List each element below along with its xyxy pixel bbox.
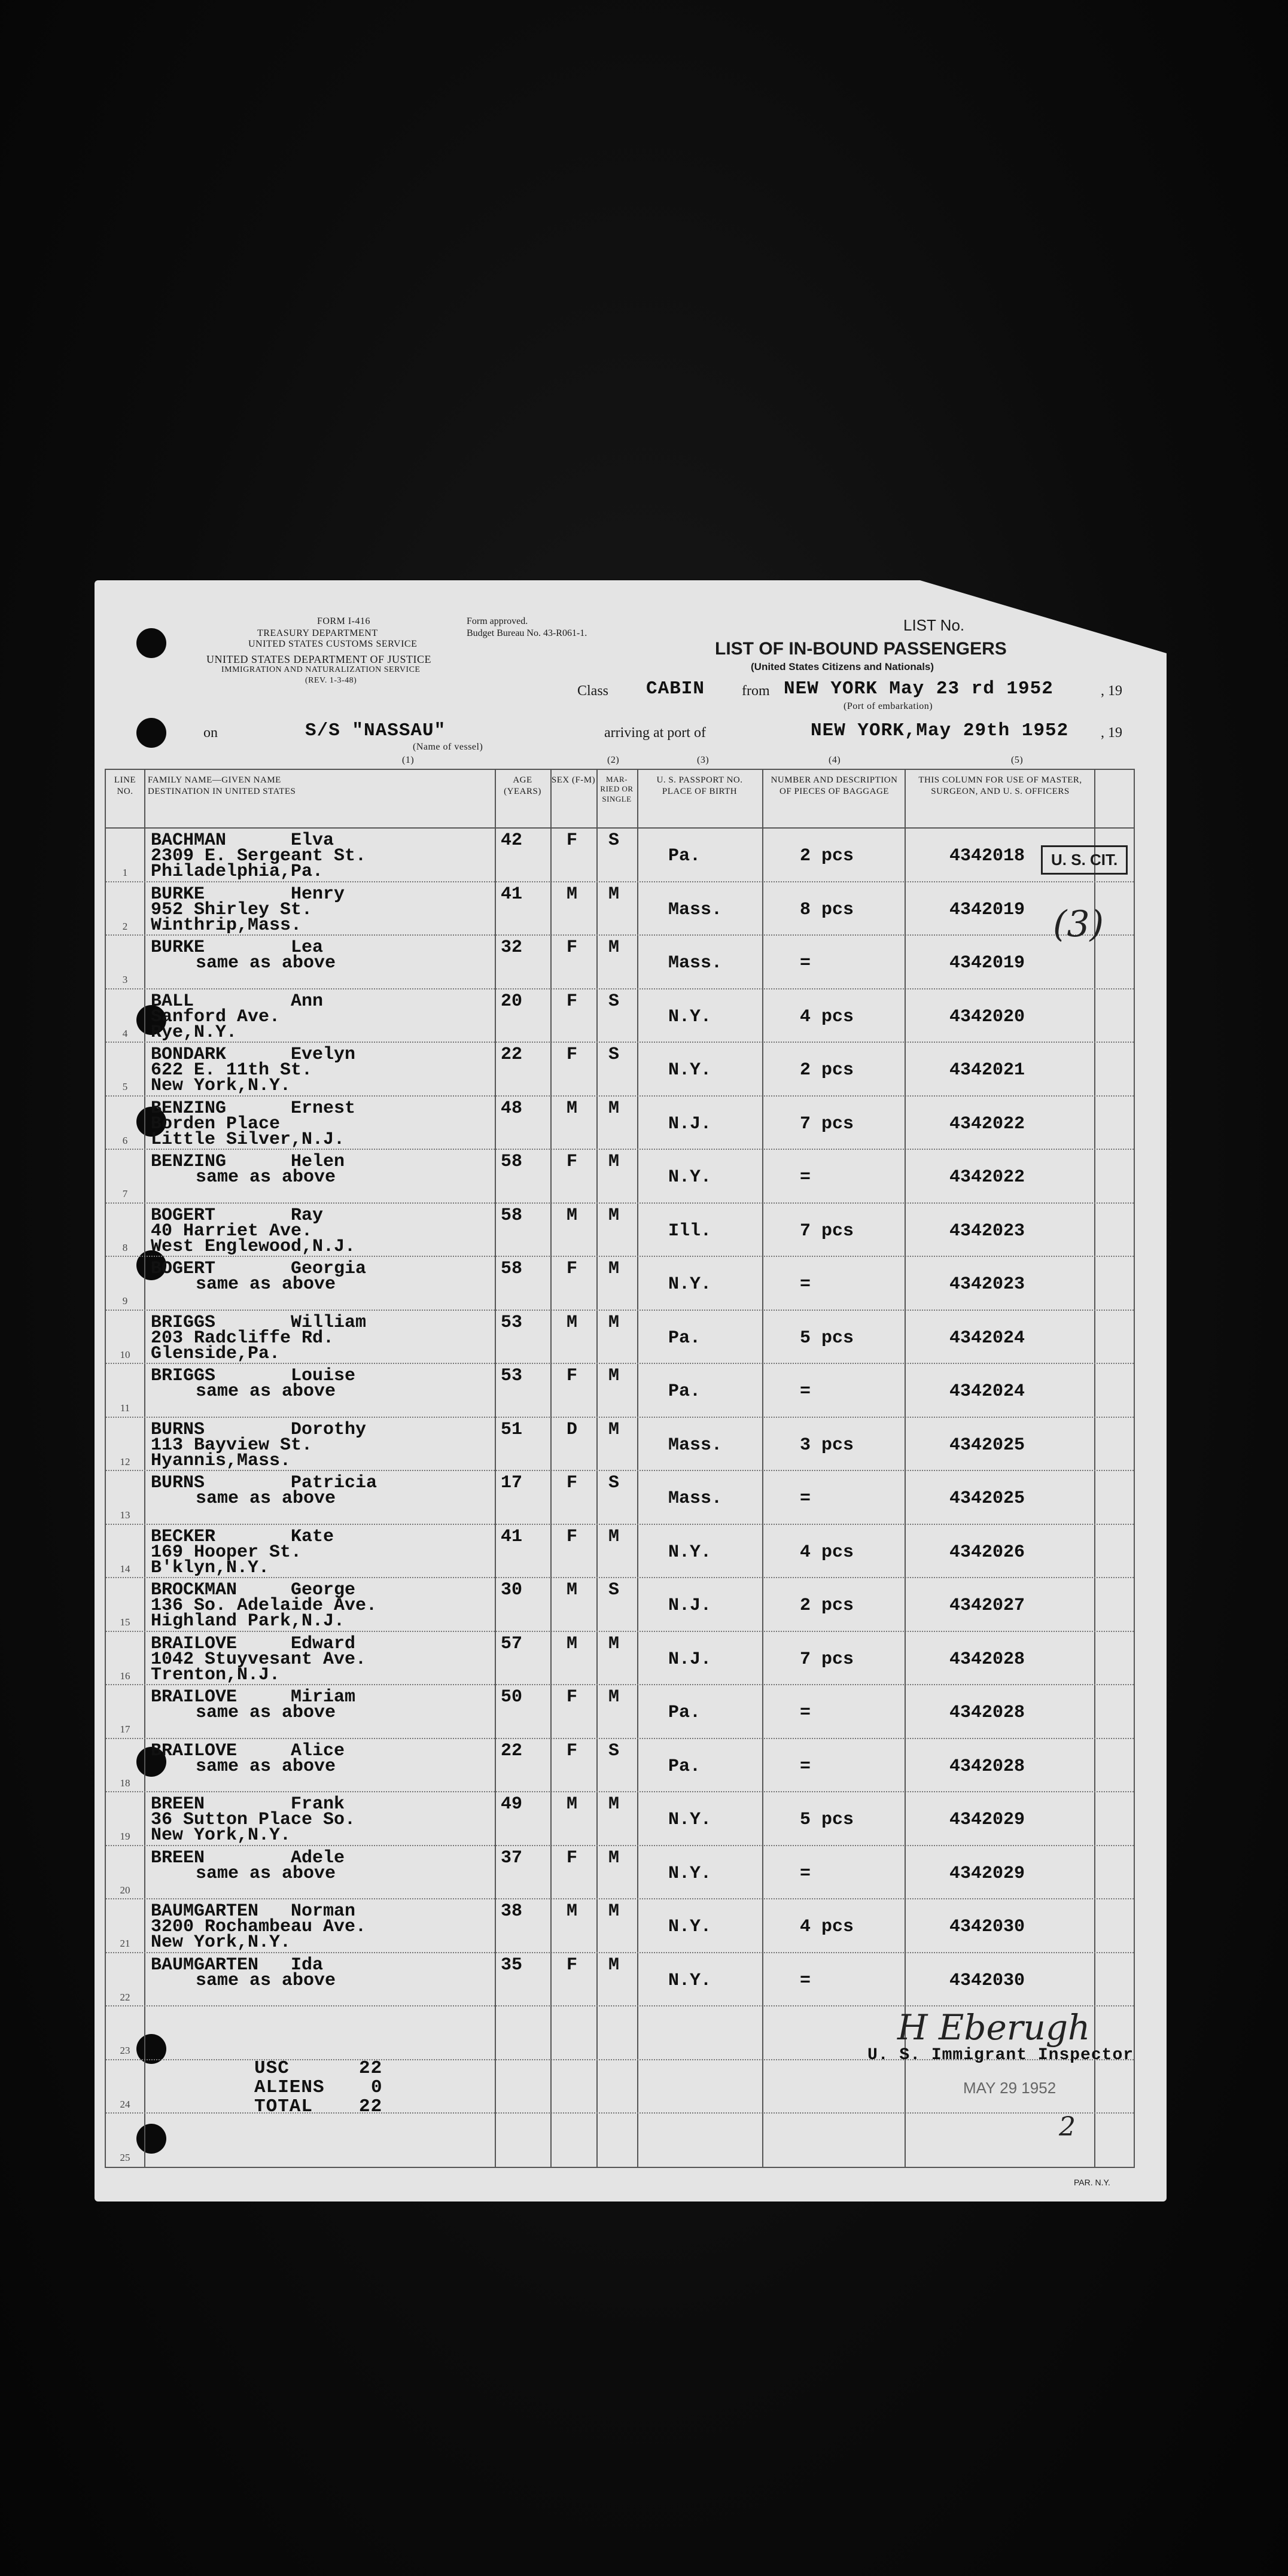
address-line-1: same as above [196,953,336,973]
place-of-birth: N.Y. [668,1917,712,1937]
baggage-count: = [800,1703,811,1723]
sex: F [567,830,578,851]
inspector-signature: H Eberugh [897,2007,1091,2048]
marital-status: M [608,1901,620,1922]
form-title: LIST OF IN-BOUND PASSENGERS [715,639,1007,659]
class-value: CABIN [646,678,705,699]
total-count: 22 [359,2096,383,2117]
passenger-name: BENZING Helen [151,1152,345,1172]
age: 58 [501,1152,523,1172]
address-line-2: B'klyn,N.Y. [151,1557,270,1578]
place-of-birth: Pa. [668,1327,701,1348]
place-of-birth: N.J. [668,1595,712,1616]
table-row [106,1524,1134,1578]
place-of-birth: Pa. [668,1756,701,1777]
sex: F [567,1259,578,1279]
table-row [106,1203,1134,1256]
officer-reference: 4342029 [949,1810,1025,1830]
age: 42 [501,830,523,851]
address-line-1: same as above [196,1756,336,1777]
address-line-1: 622 E. 11th St. [151,1060,313,1080]
marital-status: M [608,884,620,905]
line-number: 9 [122,1295,128,1307]
inspector-title: U. S. Immigrant Inspector [867,2046,1134,2065]
header-baggage: NUMBER AND DESCRIPTION OF PIECES OF BAGGAGE [771,775,898,796]
line-number: 17 [120,1724,130,1735]
baggage-count: = [800,1863,811,1884]
officer-reference: 4342029 [949,1863,1025,1884]
address-line-1: 113 Bayview St. [151,1435,313,1456]
form-number: FORM I-416 [317,616,371,626]
age: 38 [501,1901,523,1922]
baggage-count: 7 pcs [800,1113,854,1134]
baggage-count: 8 pcs [800,899,854,920]
address-line-1: Borden Place [151,1113,281,1134]
age: 22 [501,1045,523,1065]
table-row [106,935,1134,988]
address-line-1: 2309 E. Sergeant St. [151,846,367,866]
budget-bureau: Budget Bureau No. 43-R061-1. [467,628,587,638]
place-of-birth: Mass. [668,953,723,973]
place-of-birth: N.J. [668,1113,712,1134]
table-row [106,1256,1134,1310]
marital-status: M [608,1419,620,1440]
list-number-label: LIST No. [903,616,965,634]
marital-status: M [608,1847,620,1868]
table-row [106,2113,1134,2166]
aliens-label: ALIENS [254,2077,325,2098]
officer-reference: 4342027 [949,1595,1025,1616]
age: 41 [501,884,523,905]
line-number: 24 [120,2098,130,2110]
table-row [106,882,1134,935]
table-row [106,1631,1134,1685]
passenger-name: BROCKMAN George [151,1580,356,1600]
col-number-4: (4) [829,755,841,765]
line-number: 8 [122,1241,128,1253]
passenger-name: BREEN Frank [151,1794,345,1814]
age: 35 [501,1954,523,1975]
baggage-count: 2 pcs [800,846,854,866]
header-age: AGE (YEARS) [504,775,541,796]
sex: F [567,1954,578,1975]
baggage-count: 5 pcs [800,1810,854,1830]
address-line-2: Winthrip,Mass. [151,915,302,936]
total-label: TOTAL [254,2096,313,2117]
place-of-birth: N.Y. [668,1060,712,1080]
passenger-name: BURKE Lea [151,937,324,958]
header-line-no: LINE NO. [114,775,136,796]
table-row [106,1738,1134,1792]
sex: D [567,1419,578,1440]
age: 58 [501,1205,523,1226]
address-line-2: New York,N.Y. [151,1076,291,1096]
officer-reference: 4342022 [949,1113,1025,1134]
place-of-birth: N.Y. [668,1542,712,1563]
sex: F [567,1152,578,1172]
baggage-count: = [800,1381,811,1402]
passenger-name: BRAILOVE Alice [151,1740,345,1761]
col-number-3: (3) [697,755,710,765]
passenger-name: BAUMGARTEN Ida [151,1954,324,1975]
age: 32 [501,937,523,958]
officer-reference: 4342021 [949,1060,1025,1080]
punch-hole [136,718,166,748]
age: 58 [501,1259,523,1279]
arriving-label: arriving at port of [604,725,706,741]
marital-status: M [608,1098,620,1119]
passenger-table [105,769,1135,2168]
header-married: MAR- RIED OR SINGLE [600,775,634,803]
passenger-name: BRIGGS William [151,1312,367,1333]
address-line-1: same as above [196,1274,336,1295]
officer-reference: 4342024 [949,1327,1025,1348]
marital-status: M [608,1687,620,1707]
passenger-name: BRIGGS Louise [151,1366,356,1386]
usc-count: 22 [359,2058,383,2079]
officer-reference: 4342030 [949,1917,1025,1937]
printer-mark: PAR. N.Y. [1074,2178,1110,2187]
sex: F [567,1687,578,1707]
class-label: Class [577,683,609,699]
form-approved: Form approved. [467,616,528,626]
age: 17 [501,1473,523,1493]
place-of-birth: Mass. [668,1488,723,1509]
table-row [106,1953,1134,2006]
marital-status: M [608,1259,620,1279]
place-of-birth: N.Y. [668,1167,712,1187]
sex: M [567,1633,578,1654]
baggage-count: 3 pcs [800,1435,854,1456]
place-of-birth: N.Y. [668,1810,712,1830]
baggage-count: = [800,953,811,973]
address-line-1: same as above [196,1863,336,1884]
marital-status: M [608,1366,620,1386]
marital-status: M [608,1312,620,1333]
passenger-name: BAUMGARTEN Norman [151,1901,356,1922]
usc-label: USC [254,2058,290,2079]
age: 51 [501,1419,523,1440]
address-line-1: 3200 Rochambeau Ave. [151,1917,367,1937]
marital-status: M [608,1152,620,1172]
table-row [106,1685,1134,1738]
passenger-name: BONDARK Evelyn [151,1045,356,1065]
table-row [106,1899,1134,1952]
age: 41 [501,1526,523,1547]
address-line-1: same as above [196,1970,336,1991]
table-row [106,1417,1134,1470]
baggage-count: = [800,1167,811,1187]
officer-reference: 4342024 [949,1381,1025,1402]
passenger-name: BRAILOVE Edward [151,1633,356,1654]
embark-caption: (Port of embarkation) [844,701,933,711]
address-line-1: same as above [196,1488,336,1509]
address-line-2: Hyannis,Mass. [151,1450,291,1471]
place-of-birth: Mass. [668,1435,723,1456]
line-number: 7 [122,1188,128,1199]
line-number: 25 [120,2152,130,2163]
revision: (REV. 1-3-48) [305,676,357,685]
address-line-1: 40 Harriet Ave. [151,1220,313,1241]
baggage-count: = [800,1274,811,1295]
officer-reference: 4342018 [949,846,1025,866]
address-line-1: same as above [196,1167,336,1187]
line-number: 20 [120,1884,130,1896]
sex: M [567,1312,578,1333]
sex: F [567,1366,578,1386]
address-line-1: 1042 Stuyvesant Ave. [151,1649,367,1670]
marital-status: M [608,1794,620,1814]
col-number-1: (1) [402,755,415,765]
place-of-birth: N.Y. [668,1274,712,1295]
age: 50 [501,1687,523,1707]
year-suffix: , 19 [1101,683,1122,699]
table-row [106,1096,1134,1149]
address-line-1: 952 Shirley St. [151,899,313,920]
place-of-birth: Pa. [668,846,701,866]
marital-status: M [608,937,620,958]
age: 49 [501,1794,523,1814]
on-label: on [203,725,218,741]
baggage-count: 4 pcs [800,1917,854,1937]
age: 53 [501,1366,523,1386]
sex: M [567,884,578,905]
justice-dept: UNITED STATES DEPARTMENT OF JUSTICE [206,653,432,665]
line-number: 11 [120,1402,130,1414]
address-line-2: New York,N.Y. [151,1825,291,1846]
table-row [106,1792,1134,1845]
officer-reference: 4342023 [949,1220,1025,1241]
sex: M [567,1205,578,1226]
address-line-1: 36 Sutton Place So. [151,1810,356,1830]
place-of-birth: N.Y. [668,1970,712,1991]
sex: M [567,1901,578,1922]
age: 48 [501,1098,523,1119]
officer-reference: 4342020 [949,1006,1025,1027]
col-number-2: (2) [607,755,620,765]
officer-reference: 4342025 [949,1435,1025,1456]
address-line-2: Trenton,N.J. [151,1664,281,1685]
passenger-name: BOGERT Ray [151,1205,324,1226]
officer-reference: 4342023 [949,1274,1025,1295]
header-sex: SEX (F-M) [551,775,596,785]
date-stamp: MAY 29 1952 [963,2079,1056,2097]
punch-hole [136,628,166,658]
address-line-2: Glenside,Pa. [151,1343,281,1364]
table-row [106,1470,1134,1524]
line-number: 10 [120,1348,130,1360]
officer-reference: 4342028 [949,1703,1025,1723]
header-officers: THIS COLUMN FOR USE OF MASTER, SURGEON, AND U. S. OFFICERS [918,775,1082,796]
passenger-name: BACHMAN Elva [151,830,334,851]
embarkation-value: NEW YORK May 23 rd 1952 [784,678,1053,699]
treasury-dept: TREASURY DEPARTMENT [257,628,378,638]
line-number: 1 [122,867,128,878]
sex: F [567,1045,578,1065]
marital-status: M [608,1205,620,1226]
sex: F [567,1740,578,1761]
officer-reference: 4342019 [949,899,1025,920]
baggage-count: 2 pcs [800,1060,854,1080]
address-line-1: Sanford Ave. [151,1006,281,1027]
baggage-count: = [800,1970,811,1991]
officer-reference: 4342028 [949,1649,1025,1670]
table-row [106,1149,1134,1202]
age: 37 [501,1847,523,1868]
sex: M [567,1794,578,1814]
line-number: 3 [122,974,128,985]
table-row [106,1363,1134,1417]
table-row [106,1578,1134,1631]
table-row [106,1310,1134,1363]
year-suffix: , 19 [1101,725,1122,741]
place-of-birth: N.J. [668,1649,712,1670]
baggage-count: 4 pcs [800,1006,854,1027]
line-number: 5 [122,1081,128,1092]
ins-service: IMMIGRATION AND NATURALIZATION SERVICE [221,665,421,674]
form-subtitle: (United States Citizens and Nationals) [751,661,934,672]
baggage-count: 5 pcs [800,1327,854,1348]
place-of-birth: Mass. [668,899,723,920]
address-line-1: same as above [196,1381,336,1402]
age: 30 [501,1580,523,1600]
header-name: FAMILY NAME—GIVEN NAME DESTINATION IN UNITED STATES [148,775,296,796]
marital-status: M [608,1954,620,1975]
line-number: 2 [122,920,128,932]
age: 57 [501,1633,523,1654]
line-number: 23 [120,2045,130,2056]
line-number: 18 [120,1777,130,1789]
address-line-2: Philadelphia,Pa. [151,861,324,882]
address-line-1: same as above [196,1703,336,1723]
officer-reference: 4342019 [949,953,1025,973]
table-row [106,1042,1134,1095]
arrival-value: NEW YORK,May 29th 1952 [811,720,1069,741]
age: 20 [501,991,523,1012]
address-line-2: Little Silver,N.J. [151,1129,345,1150]
passenger-name: BOGERT Georgia [151,1259,367,1279]
baggage-count: 7 pcs [800,1649,854,1670]
officer-reference: 4342028 [949,1756,1025,1777]
aliens-count: 0 [371,2077,383,2098]
line-number: 19 [120,1831,130,1842]
marital-status: M [608,1526,620,1547]
place-of-birth: N.Y. [668,1863,712,1884]
address-line-2: West Englewood,N.J. [151,1236,356,1257]
officer-reference: 4342030 [949,1970,1025,1991]
line-number: 15 [120,1616,130,1628]
address-line-2: Highland Park,N.J. [151,1611,345,1631]
baggage-count: = [800,1756,811,1777]
address-line-1: 203 Radcliffe Rd. [151,1327,334,1348]
vessel-caption: (Name of vessel) [413,742,483,752]
sex: M [567,1580,578,1600]
customs-service: UNITED STATES CUSTOMS SERVICE [248,639,418,649]
marital-status: S [608,1045,620,1065]
line-number: 22 [120,1991,130,2003]
handwritten-count: (3) [1053,903,1104,945]
from-label: from [742,683,770,699]
place-of-birth: Pa. [668,1703,701,1723]
vessel-name: S/S "NASSAU" [305,720,446,741]
baggage-count: 4 pcs [800,1542,854,1563]
baggage-count: = [800,1488,811,1509]
place-of-birth: Pa. [668,1381,701,1402]
address-line-1: 136 So. Adelaide Ave. [151,1595,377,1616]
marital-status: S [608,1473,620,1493]
passenger-name: BECKER Kate [151,1526,334,1547]
marital-status: S [608,991,620,1012]
line-number: 16 [120,1670,130,1682]
address-line-1: 169 Hooper St. [151,1542,302,1563]
line-number: 13 [120,1509,130,1521]
sex: F [567,991,578,1012]
marital-status: M [608,1633,620,1654]
marital-status: S [608,1580,620,1600]
officer-reference: 4342022 [949,1167,1025,1187]
sex: F [567,937,578,958]
line-number: 6 [122,1134,128,1146]
table-row [106,1846,1134,1899]
col-number-5: (5) [1011,755,1024,765]
line-number: 14 [120,1563,130,1575]
table-row [106,989,1134,1042]
place-of-birth: Ill. [668,1220,712,1241]
line-number: 12 [120,1456,130,1467]
marital-status: S [608,830,620,851]
table-row [106,828,1134,881]
passenger-name: BURNS Patricia [151,1473,377,1493]
page-mark: 2 [1059,2112,1076,2142]
officer-reference: 4342025 [949,1488,1025,1509]
age: 22 [501,1740,523,1761]
officer-reference: 4342026 [949,1542,1025,1563]
passenger-name: BENZING Ernest [151,1098,356,1119]
sex: F [567,1526,578,1547]
us-citizen-stamp: U. S. CIT. [1041,845,1128,875]
passenger-name: BALL Ann [151,991,324,1012]
baggage-count: 7 pcs [800,1220,854,1241]
line-number: 21 [120,1938,130,1949]
address-line-2: New York,N.Y. [151,1932,291,1953]
header-passport: U. S. PASSPORT NO. PLACE OF BIRTH [656,775,743,796]
sex: M [567,1098,578,1119]
baggage-count: 2 pcs [800,1595,854,1616]
passenger-name: BURKE Henry [151,884,345,905]
line-number: 4 [122,1027,128,1039]
age: 53 [501,1312,523,1333]
address-line-2: Rye,N.Y. [151,1022,237,1043]
passenger-name: BREEN Adele [151,1847,345,1868]
marital-status: S [608,1740,620,1761]
passenger-name: BRAILOVE Miriam [151,1687,356,1707]
sex: F [567,1847,578,1868]
sex: F [567,1473,578,1493]
place-of-birth: N.Y. [668,1006,712,1027]
passenger-name: BURNS Dorothy [151,1419,367,1440]
